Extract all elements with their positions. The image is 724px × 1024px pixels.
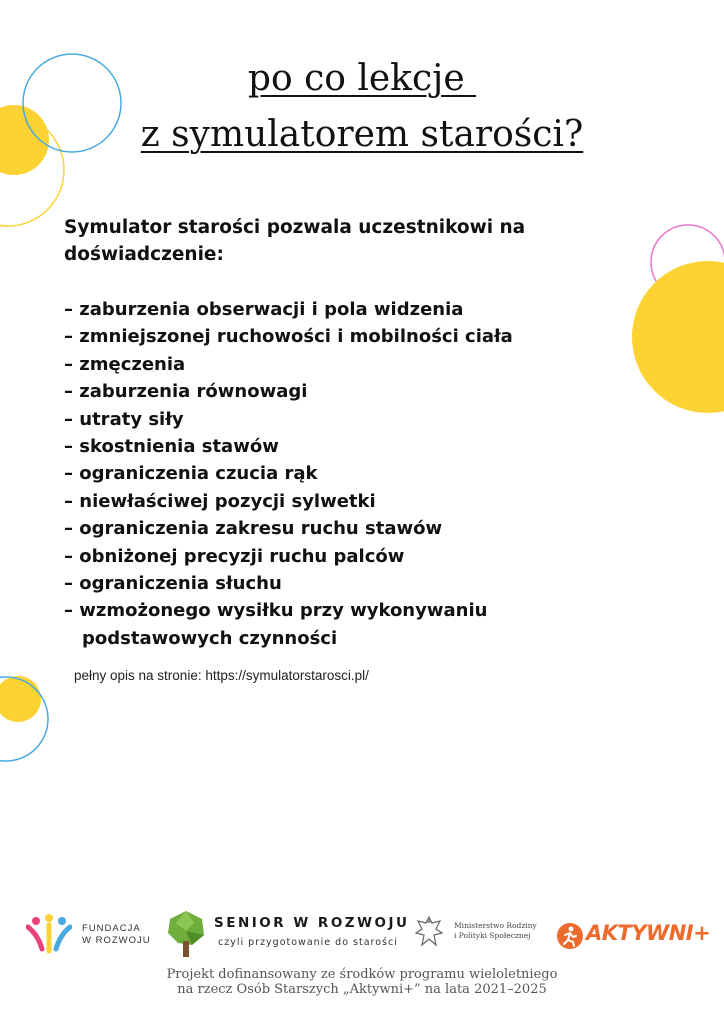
- pink-circle-outline: [651, 225, 724, 299]
- website-note: pełny opis na stronie: https://symulatorstarosci.pl/: [74, 668, 369, 683]
- aktywni-plus-logo: [556, 919, 711, 953]
- fundacja-w-rozwoju-logo: [26, 913, 156, 957]
- senior-logo-name: SENIOR W ROZWOJU: [214, 915, 410, 931]
- ministerstwo-logo-text: Ministerstwo Rodziny i Polityki Społecznej: [454, 921, 537, 940]
- list-item: – ograniczenia zakresu ruchu stawów: [64, 518, 443, 540]
- experience-list: [64, 296, 513, 652]
- funding-note: Projekt dofinansowany ze środków programu wieloletniego na rzecz Osób Starszych „Aktywni+” na lata 2021–2025: [166, 967, 558, 997]
- senior-logo-subtitle: czyli przygotowanie do starości: [218, 937, 398, 948]
- list-item: – zaburzenia obserwacji i pola widzenia: [64, 299, 464, 320]
- intro-text: Symulator starości pozwala uczestnikowi na doświadczenie:: [64, 217, 526, 265]
- list-item: – ograniczenia czucia rąk: [64, 463, 318, 485]
- blue-circle-outline-lower: [0, 677, 48, 761]
- yellow-circle-small: [0, 676, 41, 722]
- list-item-last-line-1: – wzmożonego wysiłku przy wykonywaniu: [64, 600, 488, 622]
- partner-logos: [0, 905, 724, 965]
- list-item: – ograniczenia słuchu: [64, 573, 282, 595]
- tree-icon: [166, 909, 206, 959]
- page-title-line-2: z symulatorem starości?: [140, 114, 584, 155]
- list-item-last-line-2: podstawowych czynności: [82, 627, 338, 649]
- runner-circle-icon: [556, 922, 584, 950]
- list-item: – skostnienia stawów: [64, 436, 279, 458]
- ministerstwo-logo: [414, 915, 544, 955]
- fundacja-logo-text: FUNDACJA W ROZWOJU: [82, 923, 151, 946]
- list-item: – zmniejszonej ruchowości i mobilności ciała: [64, 326, 513, 348]
- aktywni-logo-text: AKTYWNI+: [586, 921, 711, 945]
- page-title-line-1: po co lekcje: [247, 58, 477, 99]
- list-item-last: [64, 597, 513, 652]
- list-item: – niewłaściwej pozycji sylwetki: [64, 490, 376, 512]
- list-item: – utraty siły: [64, 408, 184, 430]
- people-figures-icon: [26, 913, 72, 957]
- senior-w-rozwoju-logo: [166, 909, 410, 961]
- yellow-circle-large: [632, 261, 724, 413]
- list-item: – obniżonej precyzji ruchu palców: [64, 545, 405, 567]
- eagle-emblem-icon: [414, 915, 444, 951]
- list-item: – zaburzenia równowagi: [64, 381, 308, 403]
- list-item: – zmęczenia: [64, 353, 186, 375]
